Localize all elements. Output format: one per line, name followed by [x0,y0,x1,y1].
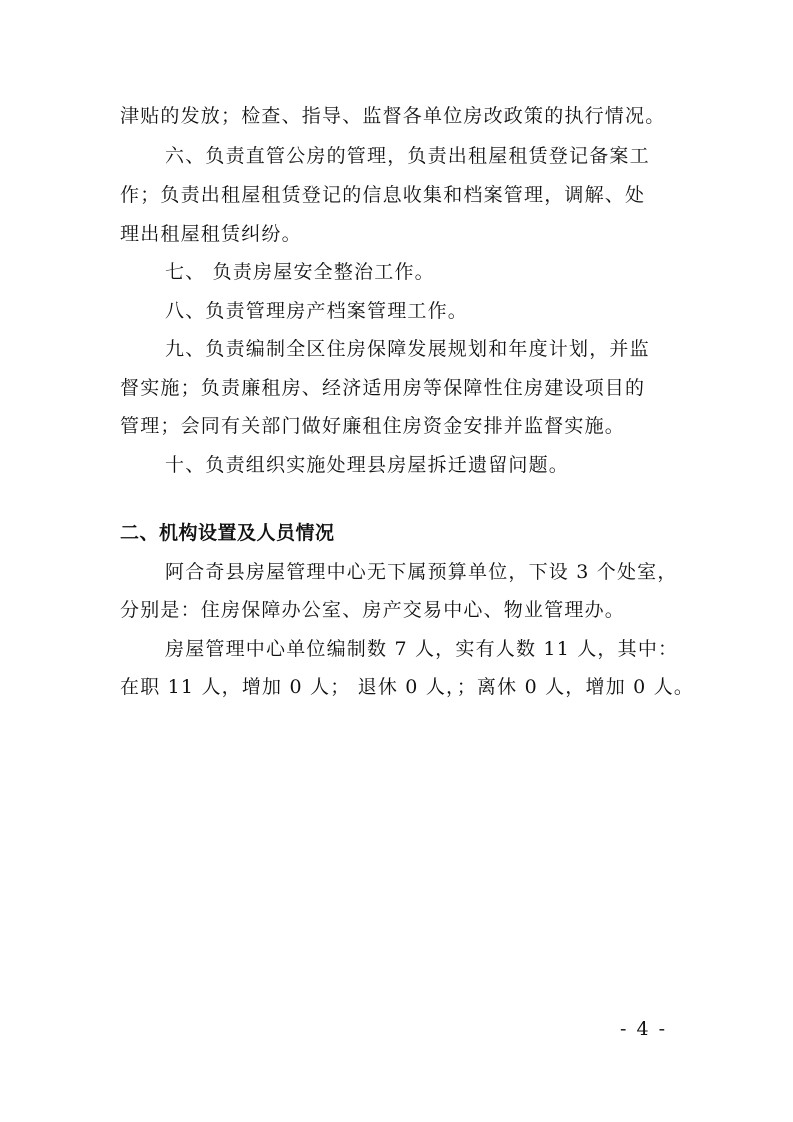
paragraph-line: 津贴的发放；检查、指导、监督各单位房改政策的执行情况。 [120,105,666,127]
section-heading: 二、机构设置及人员情况 [120,522,335,544]
paragraph-line: 十、负责组织实施处理县房屋拆迁遗留问题。 [165,454,570,476]
paragraph-line: 八、负责管理房产档案管理工作。 [165,300,469,322]
paragraph-line: 房屋管理中心单位编制数 7 人，实有人数 11 人，其中： [165,638,679,660]
paragraph-line: 分别是：住房保障办公室、房产交易中心、物业管理办。 [120,599,626,621]
paragraph-line: 七、 负责房屋安全整治工作。 [165,261,435,283]
paragraph-line: 理出租屋租赁纠纷。 [120,223,302,245]
paragraph-line: 督实施；负责廉租房、经济适用房等保障性住房建设项目的 [120,377,646,399]
page-number: - 4 - [620,1018,668,1040]
paragraph-line: 在职 11 人，增加 0 人； 退休 0 人，；离休 0 人，增加 0 人。 [120,676,695,698]
paragraph-line: 作；负责出租屋租赁登记的信息收集和档案管理，调解、处 [120,184,646,206]
paragraph-line: 九、负责编制全区住房保障发展规划和年度计划，并监 [165,338,650,360]
paragraph-line: 六、负责直管公房的管理，负责出租屋租赁登记备案工 [165,145,650,167]
paragraph-line: 阿合奇县房屋管理中心无下属预算单位，下设 3 个处室， [165,561,678,583]
paragraph-line: 管理；会同有关部门做好廉租住房资金安排并监督实施。 [120,415,626,437]
